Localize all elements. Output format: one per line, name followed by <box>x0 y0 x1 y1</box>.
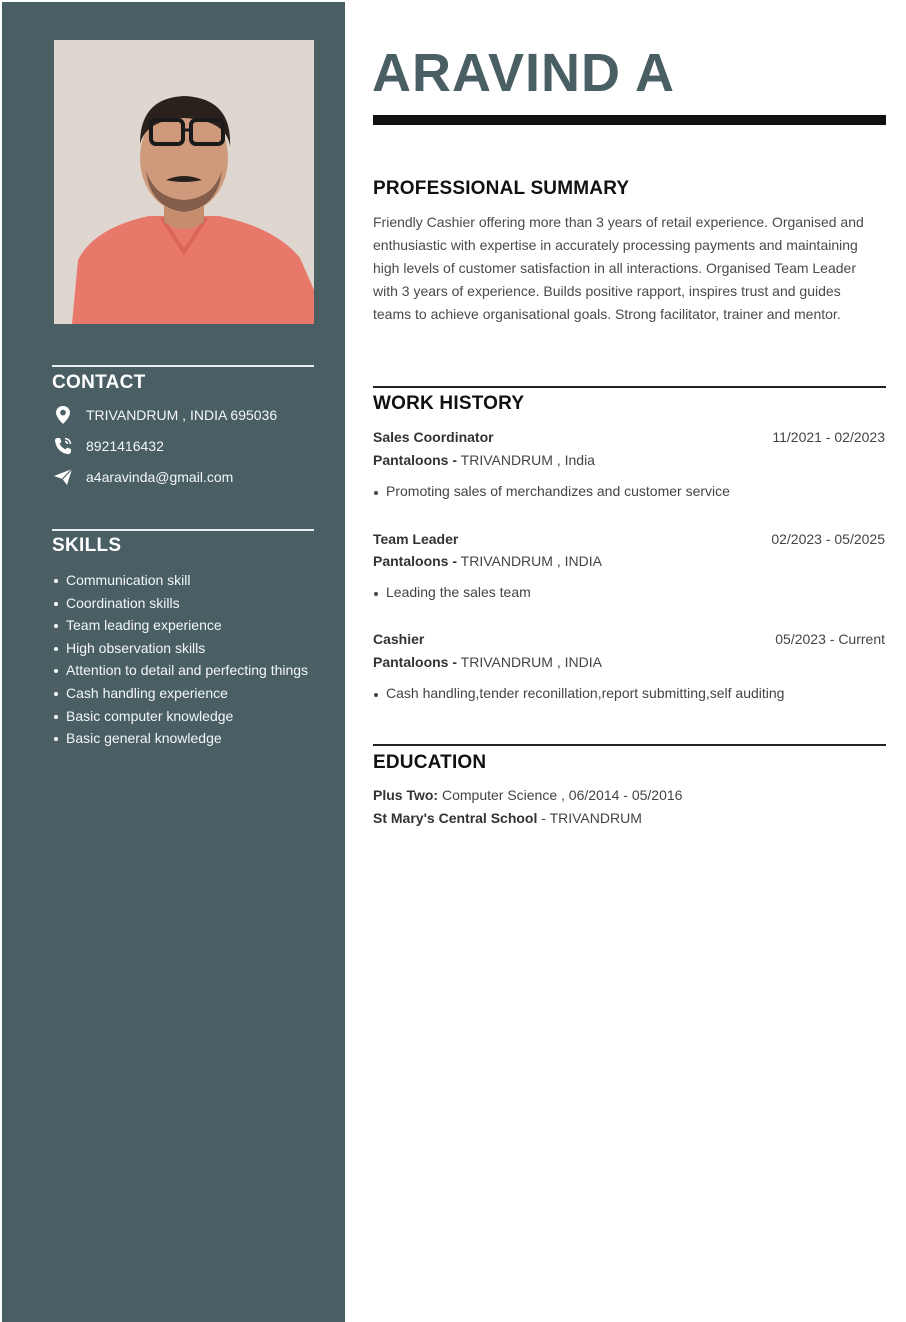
company-location: TRIVANDRUM , INDIA <box>457 654 602 670</box>
job-bullet: Cash handling,tender reconillation,report submitting,self auditing <box>373 685 784 701</box>
skills-list <box>52 569 314 750</box>
education-school <box>373 810 642 826</box>
degree-detail: Computer Science , 06/2014 - 05/2016 <box>438 787 683 803</box>
job-company <box>373 452 595 468</box>
job-dates: 05/2023 - Current <box>775 631 885 647</box>
job-title: Team Leader <box>373 531 459 547</box>
work-heading: WORK HISTORY <box>373 393 525 414</box>
job-bullet: Leading the sales team <box>373 584 531 600</box>
contact-phone <box>52 435 164 457</box>
contact-email <box>52 466 233 488</box>
contact-divider <box>52 365 314 367</box>
company-location: TRIVANDRUM , India <box>457 452 595 468</box>
company-name: Pantaloons - <box>373 654 458 670</box>
skill-item: Coordination skills <box>52 592 314 615</box>
job-title: Cashier <box>373 631 425 647</box>
skill-item: Basic general knowledge <box>52 727 314 750</box>
name-underline <box>373 115 886 125</box>
skill-item: Basic computer knowledge <box>52 705 314 728</box>
phone-icon <box>52 436 74 456</box>
company-name: Pantaloons - <box>373 452 458 468</box>
job-dates: 11/2021 - 02/2023 <box>772 429 885 445</box>
location-text: TRIVANDRUM , INDIA 695036 <box>86 407 278 423</box>
skill-item: High observation skills <box>52 637 314 660</box>
phone-text[interactable]: 8921416432 <box>86 438 164 454</box>
education-divider <box>373 744 886 746</box>
degree-label: Plus Two: <box>373 787 439 803</box>
school-name: St Mary's Central School <box>373 810 538 826</box>
summary-text: Friendly Cashier offering more than 3 years of retail experience. Organised and enthusiastic with expertise in accurately processing payments and maintaining high levels of customer satisfaction in all interactions. Organised Team Leader with 3 years of experience. Builds positive rapport, inspires trust and guides teams to achieve organisational goals. Strong facilitator, trainer and mentor. <box>373 214 864 322</box>
job-company <box>373 654 602 670</box>
map-pin-icon <box>52 405 74 425</box>
company-location: TRIVANDRUM , INDIA <box>457 553 602 569</box>
contact-heading: CONTACT <box>52 372 146 393</box>
profile-photo <box>54 40 314 324</box>
send-icon <box>52 467 74 487</box>
skills-heading: SKILLS <box>52 535 122 556</box>
skill-item: Communication skill <box>52 569 314 592</box>
skill-item: Team leading experience <box>52 614 314 637</box>
contact-location <box>52 404 277 426</box>
school-location: - TRIVANDRUM <box>537 810 642 826</box>
skill-item: Attention to detail and perfecting things <box>52 659 314 682</box>
company-name: Pantaloons - <box>373 553 458 569</box>
job-company <box>373 553 602 569</box>
summary-heading: PROFESSIONAL SUMMARY <box>373 178 630 199</box>
work-divider <box>373 386 886 388</box>
person-photo-illustration <box>54 40 314 324</box>
candidate-name: ARAVIND A <box>372 43 675 103</box>
job-dates: 02/2023 - 05/2025 <box>771 531 885 547</box>
skill-item: Cash handling experience <box>52 682 314 705</box>
job-title: Sales Coordinator <box>373 429 494 445</box>
education-heading: EDUCATION <box>373 752 487 773</box>
skills-divider <box>52 529 314 531</box>
job-bullet: Promoting sales of merchandizes and customer service <box>373 483 730 499</box>
email-text[interactable]: a4aravinda@gmail.com <box>86 469 234 485</box>
education-degree <box>373 787 682 803</box>
